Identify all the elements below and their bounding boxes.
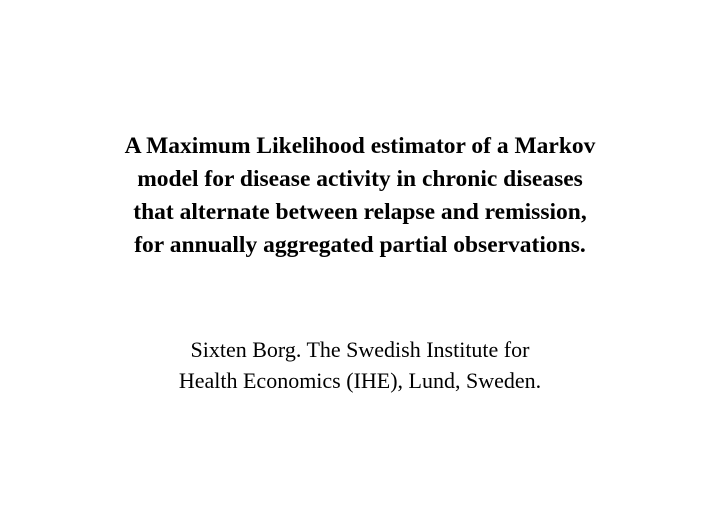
title-line: for annually aggregated partial observations. xyxy=(134,232,586,258)
title-line: A Maximum Likelihood estimator of a Markov xyxy=(124,133,596,159)
author-affiliation xyxy=(40,334,680,396)
author-line: Health Economics (IHE), Lund, Sweden. xyxy=(178,368,542,393)
author-line: Sixten Borg. The Swedish Institute for xyxy=(190,337,530,362)
title-line: model for disease activity in chronic diseases xyxy=(137,166,583,192)
title-line: that alternate between relapse and remission, xyxy=(133,199,587,225)
slide-title xyxy=(40,130,680,262)
